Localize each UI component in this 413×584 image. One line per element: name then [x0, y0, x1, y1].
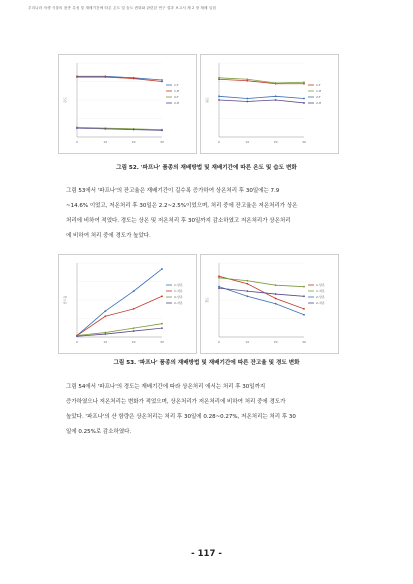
data-point — [133, 327, 135, 329]
data-point — [275, 99, 277, 101]
data-point — [76, 335, 78, 337]
data-point — [104, 76, 106, 78]
paragraph-1-line: 그림 53에서 '파프나'의 잔고율은 재배기간이 길수록 증가하여 상온처리 후 30일에는 7.9 — [66, 188, 280, 194]
data-point — [218, 77, 220, 79]
x-tick-label: 20 — [131, 340, 136, 344]
page-number: - 117 - — [191, 549, 222, 559]
data-point — [303, 98, 305, 100]
y-axis-label: 경도 — [205, 297, 209, 303]
x-tick-label: 0 — [76, 340, 78, 344]
legend-entry: 1-상온 — [174, 283, 183, 287]
y-axis-label: 온도 — [63, 97, 67, 103]
data-point — [133, 308, 135, 310]
data-point — [275, 82, 277, 84]
data-point — [246, 101, 248, 103]
x-tick-label: 10 — [245, 340, 250, 344]
x-tick-label: 0 — [76, 140, 78, 144]
data-point — [133, 129, 135, 131]
legend-entry: 2-저온 — [316, 301, 325, 305]
x-tick-label: 10 — [103, 140, 108, 144]
running-header: 우리나라 자생 식물의 품종 특성 및 재배기간에 따른 온도 및 습도 변화와 관련된 연구 결과 보고서 제 2 장 재배 실험 — [28, 6, 216, 10]
data-point — [303, 81, 305, 83]
data-point — [275, 95, 277, 97]
x-tick-label: 30 — [302, 140, 306, 144]
paragraph-1-line: 에 비하여 처리 중에 경도가 높았다. — [66, 233, 151, 239]
data-point — [275, 298, 277, 300]
y-axis-label: 잔고율 — [63, 295, 67, 305]
data-point — [303, 286, 305, 288]
paragraph-2-line: 높았다. '파프나'의 산 함량은 상온처리는 처리 후 30일에 0.28~0.27%, 저온처리는 처리 후 30 — [66, 414, 296, 420]
data-point — [218, 277, 220, 279]
legend-entry: 1-H — [316, 89, 322, 93]
figure52-caption: 그림 52. '파프나' 품종의 재배방법 및 재배기간에 따른 온도 및 습도 변화 — [116, 165, 297, 171]
data-point — [76, 76, 78, 78]
figure52-left-chart — [58, 54, 197, 154]
legend-entry: 2-T — [174, 95, 179, 99]
data-point — [161, 81, 163, 83]
data-point — [303, 314, 305, 316]
data-point — [303, 295, 305, 297]
x-tick-label: 20 — [273, 340, 278, 344]
data-point — [303, 308, 305, 310]
data-point — [303, 102, 305, 104]
figure53-left-chart — [58, 254, 197, 354]
data-point — [76, 127, 78, 129]
paragraph-2-line: 그림 54에서 '파프나'의 경도는 재배기간에 따라 상온처리 에서는 처리 후 30일까지 — [66, 384, 266, 390]
x-tick-label: 30 — [160, 140, 164, 144]
data-point — [161, 268, 163, 270]
data-point — [246, 78, 248, 80]
legend-entry: 2-상온 — [316, 295, 325, 299]
series-line — [219, 100, 304, 103]
data-point — [133, 290, 135, 292]
legend-entry: 1-상온 — [316, 283, 325, 287]
x-tick-label: 30 — [302, 340, 306, 344]
data-point — [104, 315, 106, 317]
data-point — [161, 295, 163, 297]
paragraph-1 — [66, 184, 351, 244]
data-point — [218, 287, 220, 289]
data-point — [133, 330, 135, 332]
chart-svg — [59, 255, 196, 353]
data-point — [218, 99, 220, 101]
legend-entry: 2-저온 — [174, 301, 183, 305]
legend-entry: 2-상온 — [174, 295, 183, 299]
x-tick-label: 30 — [160, 340, 164, 344]
figure53-caption: 그림 53. '파프나' 품종의 재배방법 및 재배기간에 따른 잔고율 및 경도 변화 — [113, 360, 300, 366]
data-point — [133, 78, 135, 80]
data-point — [246, 280, 248, 282]
chart-svg — [201, 255, 338, 353]
x-tick-label: 10 — [103, 340, 108, 344]
data-point — [161, 327, 163, 329]
data-point — [246, 290, 248, 292]
paragraph-2-line: 일에 0.25%로 감소하였다. — [66, 429, 132, 435]
legend-entry: 1-저온 — [316, 289, 325, 293]
legend-entry: 1-T — [174, 83, 179, 87]
data-point — [104, 333, 106, 335]
x-tick-label: 20 — [131, 140, 136, 144]
data-point — [161, 129, 163, 131]
x-tick-label: 0 — [218, 140, 220, 144]
data-point — [246, 98, 248, 100]
data-point — [275, 293, 277, 295]
chart-svg — [59, 55, 196, 153]
data-point — [246, 295, 248, 297]
data-point — [275, 284, 277, 286]
paragraph-2-line: 증가하였으나 저온처리는 변화가 적었으며, 상온처리가 저온처리에 비하여 처리 중에 경도가 — [66, 399, 286, 405]
data-point — [104, 128, 106, 130]
series-line — [219, 96, 304, 98]
series-line — [219, 278, 304, 287]
legend-entry: 2-H — [174, 101, 180, 105]
x-tick-label: 0 — [218, 340, 220, 344]
x-tick-label: 10 — [245, 140, 250, 144]
legend-entry: 1-H — [174, 89, 180, 93]
figure52-right-chart — [200, 54, 339, 154]
x-tick-label: 20 — [273, 140, 278, 144]
chart-svg — [201, 55, 338, 153]
legend-entry: 1-저온 — [174, 289, 183, 293]
paragraph-2 — [66, 380, 351, 440]
data-point — [218, 95, 220, 97]
paragraph-1-line: 처리에 비하여 적었다. 경도는 상온 및 저온처리 후 30일까지 감소하였고 저온처리가 상온처리 — [66, 218, 291, 224]
legend-entry: 2-H — [316, 101, 322, 105]
series-line — [77, 328, 162, 336]
legend-entry: 1-T — [316, 83, 321, 87]
data-point — [246, 283, 248, 285]
figure53-right-chart — [200, 254, 339, 354]
data-point — [104, 310, 106, 312]
data-point — [161, 323, 163, 325]
series-line — [219, 288, 304, 296]
legend-entry: 2-T — [316, 95, 321, 99]
y-axis-label: 습도 — [205, 97, 209, 103]
paragraph-1-line: ~14.6% 이었고, 저온처리 후 30일은 2.2~2.5%이었으며, 처리 중에 잔고율은 저온처리가 상온 — [66, 203, 298, 209]
data-point — [275, 303, 277, 305]
